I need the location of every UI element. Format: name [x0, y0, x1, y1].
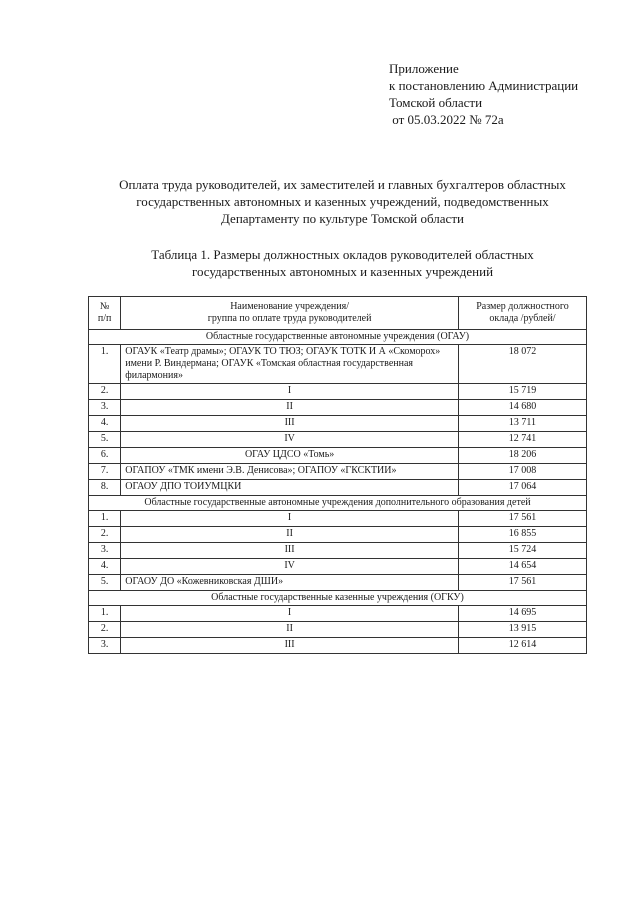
row-institution-name: ОГАУ ЦДСО «Томь» — [121, 448, 459, 464]
title-line: Департаменту по культуре Томской области — [221, 211, 464, 226]
table-row — [89, 622, 587, 638]
row-salary: 15 719 — [458, 384, 586, 400]
row-number: 2. — [89, 527, 121, 543]
row-number: 6. — [89, 448, 121, 464]
table-row — [89, 575, 587, 591]
header-number — [89, 297, 121, 330]
row-salary: 15 724 — [458, 543, 586, 559]
row-institution-name: ОГАОУ ДО «Кожевниковская ДШИ» — [121, 575, 459, 591]
row-institution-name: III — [121, 543, 459, 559]
table-row — [89, 416, 587, 432]
row-institution-name: ОГАУК «Театр драмы»; ОГАУК ТО ТЮЗ; ОГАУК ТОТК И А «Скоморох» имени Р. Виндермана; ОГАУК «Томская областная государственная филармония» — [121, 345, 459, 384]
caption-line: Таблица 1. Размеры должностных окладов руководителей областных — [151, 247, 534, 262]
row-institution-name: IV — [121, 559, 459, 575]
row-institution-name: ОГАПОУ «ТМК имени Э.В. Денисова»; ОГАПОУ «ГКСКТИИ» — [121, 464, 459, 480]
row-number: 5. — [89, 432, 121, 448]
title-line: Оплата труда руководителей, их заместителей и главных бухгалтеров областных — [119, 177, 566, 192]
section-header-row — [89, 496, 587, 511]
table-body — [89, 330, 587, 654]
row-institution-name: II — [121, 622, 459, 638]
row-salary: 14 654 — [458, 559, 586, 575]
header-number-line1: № — [99, 301, 110, 312]
row-number: 3. — [89, 638, 121, 654]
row-number: 4. — [89, 559, 121, 575]
section-title: Областные государственные автономные учреждения дополнительного образования детей — [89, 496, 587, 511]
table-caption — [70, 246, 615, 280]
row-number: 1. — [89, 345, 121, 384]
row-number: 5. — [89, 575, 121, 591]
row-institution-name: II — [121, 400, 459, 416]
table-row — [89, 464, 587, 480]
table-row — [89, 384, 587, 400]
row-salary: 14 680 — [458, 400, 586, 416]
row-institution-name: I — [121, 511, 459, 527]
table-row — [89, 606, 587, 622]
row-number: 7. — [89, 464, 121, 480]
row-institution-name: III — [121, 638, 459, 654]
header-name-line1: Наименование учреждения/ — [230, 301, 349, 312]
table-row — [89, 432, 587, 448]
row-institution-name: III — [121, 416, 459, 432]
table-row — [89, 448, 587, 464]
row-salary: 17 008 — [458, 464, 586, 480]
row-salary: 18 206 — [458, 448, 586, 464]
caption-line: государственных автономных и казенных учреждений — [191, 264, 494, 279]
header-name — [121, 297, 459, 330]
table-row — [89, 638, 587, 654]
appendix-line: к постановлению Администрации — [389, 78, 579, 93]
table-row — [89, 527, 587, 543]
table-row — [89, 559, 587, 575]
section-title: Областные государственные казенные учреждения (ОГКУ) — [89, 591, 587, 606]
row-number: 1. — [89, 606, 121, 622]
header-name-line2: группа по оплате труда руководителей — [207, 313, 372, 324]
row-salary: 13 915 — [458, 622, 586, 638]
appendix-line: Приложение — [389, 61, 459, 76]
row-institution-name: I — [121, 606, 459, 622]
table-row — [89, 543, 587, 559]
row-salary: 12 614 — [458, 638, 586, 654]
row-salary: 17 064 — [458, 480, 586, 496]
row-institution-name: I — [121, 384, 459, 400]
section-header-row — [89, 330, 587, 345]
table-row — [89, 345, 587, 384]
table-header-row — [89, 297, 587, 330]
row-salary: 13 711 — [458, 416, 586, 432]
row-salary: 18 072 — [458, 345, 586, 384]
section-title: Областные государственные автономные учреждения (ОГАУ) — [89, 330, 587, 345]
table-row — [89, 400, 587, 416]
row-number: 1. — [89, 511, 121, 527]
row-institution-name: II — [121, 527, 459, 543]
title-line: государственных автономных и казенных учреждений, подведомственных — [136, 194, 549, 209]
header-salary-line1: Размер должностного — [476, 301, 569, 312]
row-salary: 14 695 — [458, 606, 586, 622]
row-number: 2. — [89, 384, 121, 400]
header-number-line2: п/п — [97, 313, 112, 324]
row-number: 8. — [89, 480, 121, 496]
row-salary: 17 561 — [458, 575, 586, 591]
row-number: 3. — [89, 400, 121, 416]
section-header-row — [89, 591, 587, 606]
row-salary: 12 741 — [458, 432, 586, 448]
table-row — [89, 480, 587, 496]
row-institution-name: ОГАОУ ДПО ТОИУМЦКИ — [121, 480, 459, 496]
document-title — [70, 176, 615, 227]
appendix-block — [389, 60, 578, 128]
appendix-line: Томской области — [389, 95, 483, 110]
salary-table — [88, 296, 587, 654]
row-number: 3. — [89, 543, 121, 559]
table-row — [89, 511, 587, 527]
header-salary — [458, 297, 586, 330]
row-salary: 16 855 — [458, 527, 586, 543]
row-number: 2. — [89, 622, 121, 638]
header-salary-line2: оклада /рублей/ — [489, 313, 556, 324]
row-number: 4. — [89, 416, 121, 432]
row-institution-name: IV — [121, 432, 459, 448]
row-salary: 17 561 — [458, 511, 586, 527]
appendix-date-line: от 05.03.2022 № 72а — [389, 112, 504, 127]
